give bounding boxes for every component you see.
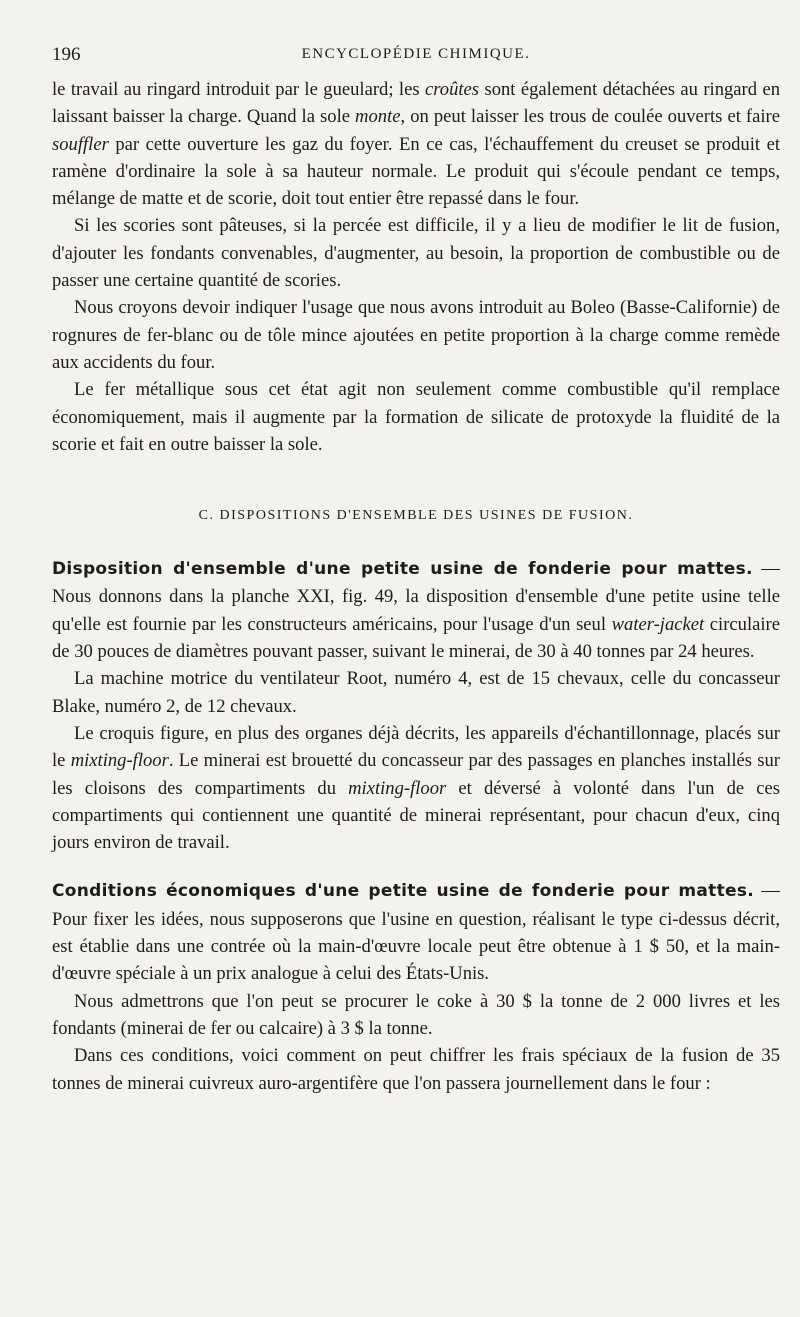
- paragraph-machine-motrice: La machine motrice du ventilateur Root, numéro 4, est de 15 chevaux, celle du concasseur Blake, numéro 2, de 12 chevaux.: [52, 668, 780, 717]
- paragraph-boleo: Nous croyons devoir indiquer l'usage que nous avons introduit au Boleo (Basse-Californie) de rognures de fer-blanc ou de tôle mince ajoutées en petite proportion à la charge comme remède aux accidents du four.: [52, 297, 780, 373]
- paragraph-disposition: Disposition d'ensemble d'une petite usine de fonderie pour mattes. — Nous donnons dans la planche XXI, fig. 49, la disposition d'ensemble d'une petite usine telle qu'elle est fournie par les constructeurs américains, pour l'usage d'un seul water-jacket circulaire de 30 pouces de diamètres pouvant passer, suivant le minerai, de 30 à 40 tonnes par 24 heures.: [52, 558, 781, 663]
- paragraph-travail: le travail au ringard introduit par le gueulard; les croûtes sont également détachées au ringard en laissant baisser la charge. Quand la sole monte, on peut laisser les trous de coulée ouverts et faire souffler par cette ouverture les gaz du foyer. En ce cas, l'échauffement du creuset se produit et ramène d'ordinaire la sole à sa hauteur normale. Le produit qui s'écoule pendant ce temps, mélange de matte et de scorie, doit tout entier être repassé dans le four.: [52, 79, 780, 210]
- page-number: 196: [52, 44, 81, 65]
- emphasis-souffler: souffler: [52, 133, 109, 155]
- emphasis-croutes: croûtes: [424, 79, 480, 100]
- page-header: [52, 44, 780, 72]
- paragraph-frais: Dans ces conditions, voici comment on peut chiffrer les frais spéciaux de la fusion de 35 tonnes de minerai cuivreux auro-argentifère que l'on passera journellement dans le four :: [52, 1045, 780, 1094]
- paragraph-coke: Nous admettrons que l'on peut se procurer le coke à 30 $ la tonne de 2 000 livres et les fondants (minerai de fer ou calcaire) à 3 $ la tonne.: [52, 990, 780, 1039]
- emphasis-mixting-floor: mixting-floor: [70, 750, 169, 772]
- emphasis-mixting-floor-2: mixting-floor: [348, 777, 447, 799]
- heading-conditions: Conditions économiques d'une petite usine de fonderie pour mattes.: [52, 881, 755, 902]
- section-title: C. DISPOSITIONS D'ENSEMBLE DES USINES DE FUSION.: [198, 508, 634, 524]
- body-text: [52, 76, 780, 1097]
- paragraph-fer-metallique: Le fer métallique sous cet état agit non seulement comme combustible qu'il remplace économiquement, mais il augmente par la formation de silicate de protoxyde la fluidité de la scorie et fait en outre baisser la sole.: [52, 379, 780, 455]
- paragraph-conditions: Conditions économiques d'une petite usine de fonderie pour mattes. — Pour fixer les idées, nous supposerons que l'usine en question, réalisant le type ci-dessus décrit, est établie dans une contrée où la main-d'œuvre locale peut être obtenue à 1 $ 50, et la main-d'œuvre spéciale à un prix analogue à celui des États-Unis.: [52, 880, 780, 985]
- emphasis-water-jacket: water-jacket: [611, 613, 705, 635]
- paragraph-scories: Si les scories sont pâteuses, si la percée est difficile, il y a lieu de modifier le lit de fusion, d'ajouter les fondants convenables, d'augmenter, au besoin, la proportion de combustible ou de passer une certaine quantité de scories.: [52, 215, 780, 292]
- heading-disposition: Disposition d'ensemble d'une petite usine de fonderie pour mattes.: [52, 559, 753, 580]
- emphasis-monte: monte: [355, 106, 401, 128]
- paragraph-croquis: Le croquis figure, en plus des organes déjà décrits, les appareils d'échantillonnage, placés sur le mixting-floor. Le minerai est brouetté du concasseur par des passages en planches installés sur les cloisons des compartiments du mixting-floor et déversé à volonté dans l'un de ces compartiments qui contiennent une quantité de minerai représentant, pour chacun d'eux, cinq jours environ de travail.: [52, 722, 781, 854]
- running-title: ENCYCLOPÉDIE CHIMIQUE.: [301, 46, 531, 62]
